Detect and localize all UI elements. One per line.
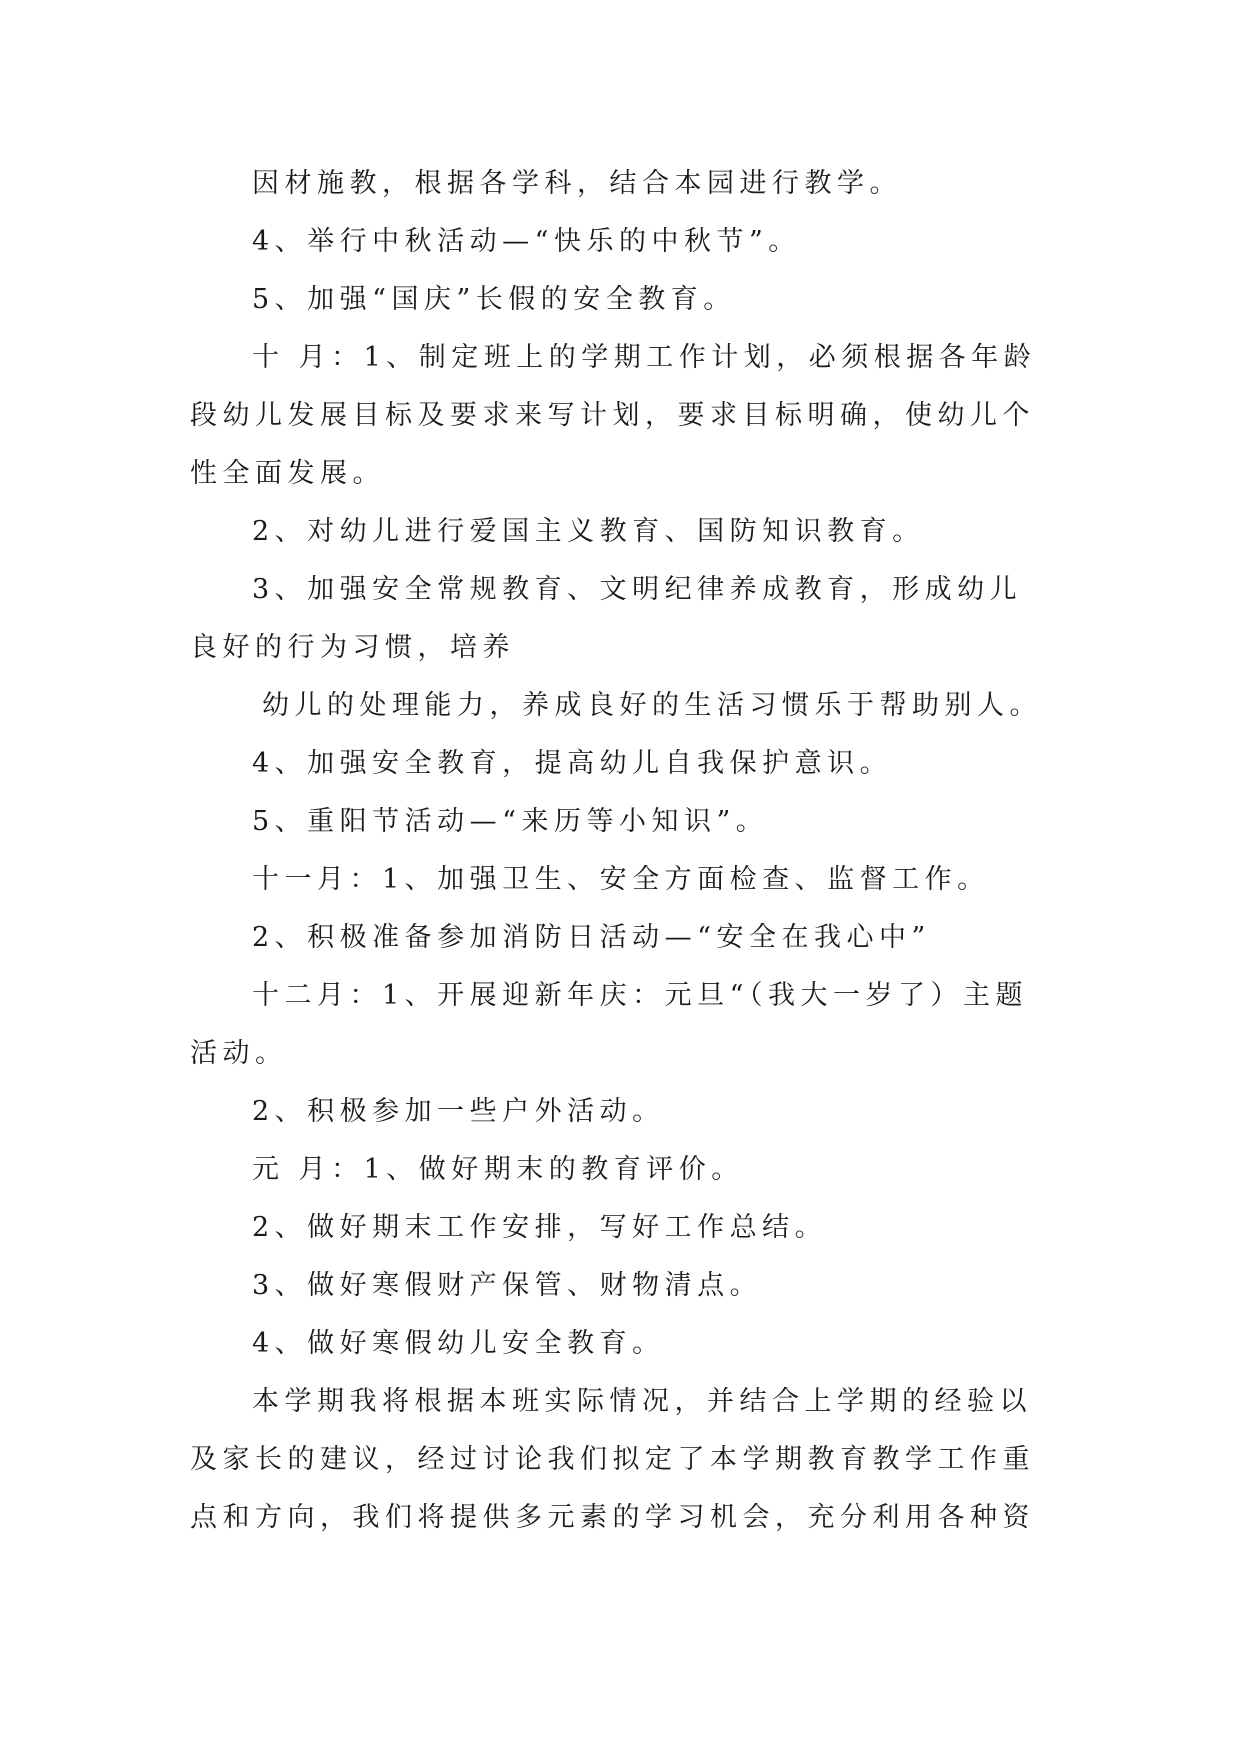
text-line: 十 月：1、制定班上的学期工作计划，必须根据各年龄 [252,342,1037,373]
text-line: 2、对幼儿进行爱国主义教育、国防知识教育。 [252,516,925,547]
text-line: 2、积极准备参加消防日活动—“安全在我心中” [252,922,931,953]
text-line: 2、积极参加一些户外活动。 [252,1096,665,1127]
text-line: 本学期我将根据本班实际情况，并结合上学期的经验以 [252,1386,1032,1417]
text-line: 活动。 [190,1038,288,1069]
text-line: 因材施教，根据各学科，结合本园进行教学。 [252,168,902,199]
text-line: 2、做好期末工作安排，写好工作总结。 [252,1212,828,1243]
text-line: 4、加强安全教育，提高幼儿自我保护意识。 [252,748,893,779]
text-line: 幼儿的处理能力，养成良好的生活习惯乐于帮助别人。 [262,690,1042,721]
text-line: 点和方向，我们将提供多元素的学习机会，充分利用各种资 [190,1502,1035,1533]
text-line: 良好的行为习惯，培养 [190,632,515,663]
text-line: 5、加强“国庆”长假的安全教育。 [252,284,736,315]
text-line: 十一月：1、加强卫生、安全方面检查、监督工作。 [252,864,990,895]
text-line: 段幼儿发展目标及要求来写计划，要求目标明确，使幼儿个 [190,400,1035,431]
text-line: 十二月：1、开展迎新年庆：元旦“（我大一岁了）主题 [252,980,1028,1011]
text-line: 4、举行中秋活动—“快乐的中秋节”。 [252,226,801,257]
text-line: 性全面发展。 [190,458,385,489]
text-line: 4、做好寒假幼儿安全教育。 [252,1328,665,1359]
text-line: 3、加强安全常规教育、文明纪律养成教育，形成幼儿 [252,574,1023,605]
text-line: 3、做好寒假财产保管、财物清点。 [252,1270,763,1301]
text-line: 5、重阳节活动—“来历等小知识”。 [252,806,769,837]
text-line: 元 月：1、做好期末的教育评价。 [252,1154,744,1185]
text-line: 及家长的建议，经过讨论我们拟定了本学期教育教学工作重 [190,1444,1035,1475]
